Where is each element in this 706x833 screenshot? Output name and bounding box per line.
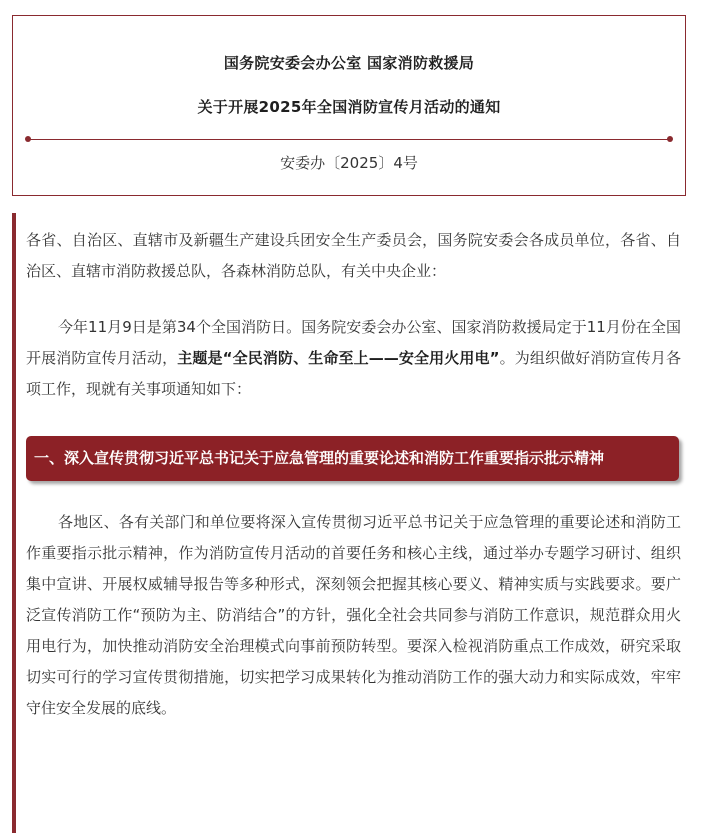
content-accent-bar — [12, 213, 16, 833]
notice-title: 关于开展2025年全国消防宣传月活动的通知 — [197, 98, 501, 116]
notice-header — [12, 15, 686, 196]
document-number: 安委办〔2025〕4号 — [280, 154, 418, 172]
section-1-heading: 一、深入宣传贯彻习近平总书记关于应急管理的重要论述和消防工作重要指示批示精神 — [26, 436, 679, 481]
recipients-paragraph: 各省、自治区、直辖市及新疆生产建设兵团安全生产委员会，国务院安委会各成员单位，各省、自治区、直辖市消防救援总队，各森林消防总队，有关中央企业： — [26, 231, 681, 280]
section-1-paragraph: 各地区、各有关部门和单位要将深入宣传贯彻习近平总书记关于应急管理的重要论述和消防工作重要指示批示精神，作为消防宣传月活动的首要任务和核心主线，通过举办专题学习研讨、组织集中宣讲、开展权威辅导报告等多种形式，深刻领会把握其核心要义、精神实质与实践要求。要广泛宣传消防工作“预防为主、防消结合”的方针，强化全社会共同参与消防工作意识，规范群众用火用电行为，加快推动消防安全治理模式向事前预防转型。要深入检视消防重点工作成效，研究采取切实可行的学习宣传贯彻措施，切实把学习成果转化为推动消防工作的强大动力和实际成效，牢牢守住安全发展的底线。 — [26, 513, 681, 717]
intro-text-2: 。为组织做好消防宣传月各项工作，现就有关事项通知如下： — [26, 349, 681, 398]
divider-line — [27, 139, 671, 140]
intro-paragraph — [26, 312, 681, 405]
notice-body — [26, 225, 681, 724]
divider-dot-right — [667, 136, 673, 142]
theme-highlight: 主题是“全民消防、生命至上——安全用火用电” — [177, 349, 500, 367]
issuer-title: 国务院安委会办公室 国家消防救援局 — [223, 54, 475, 72]
intro-text-1: 今年11月9日是第34个全国消防日。国务院安委会办公室、国家消防救援局定于11月份在全国开展消防宣传月活动， — [26, 318, 681, 367]
divider-dot-left — [25, 136, 31, 142]
